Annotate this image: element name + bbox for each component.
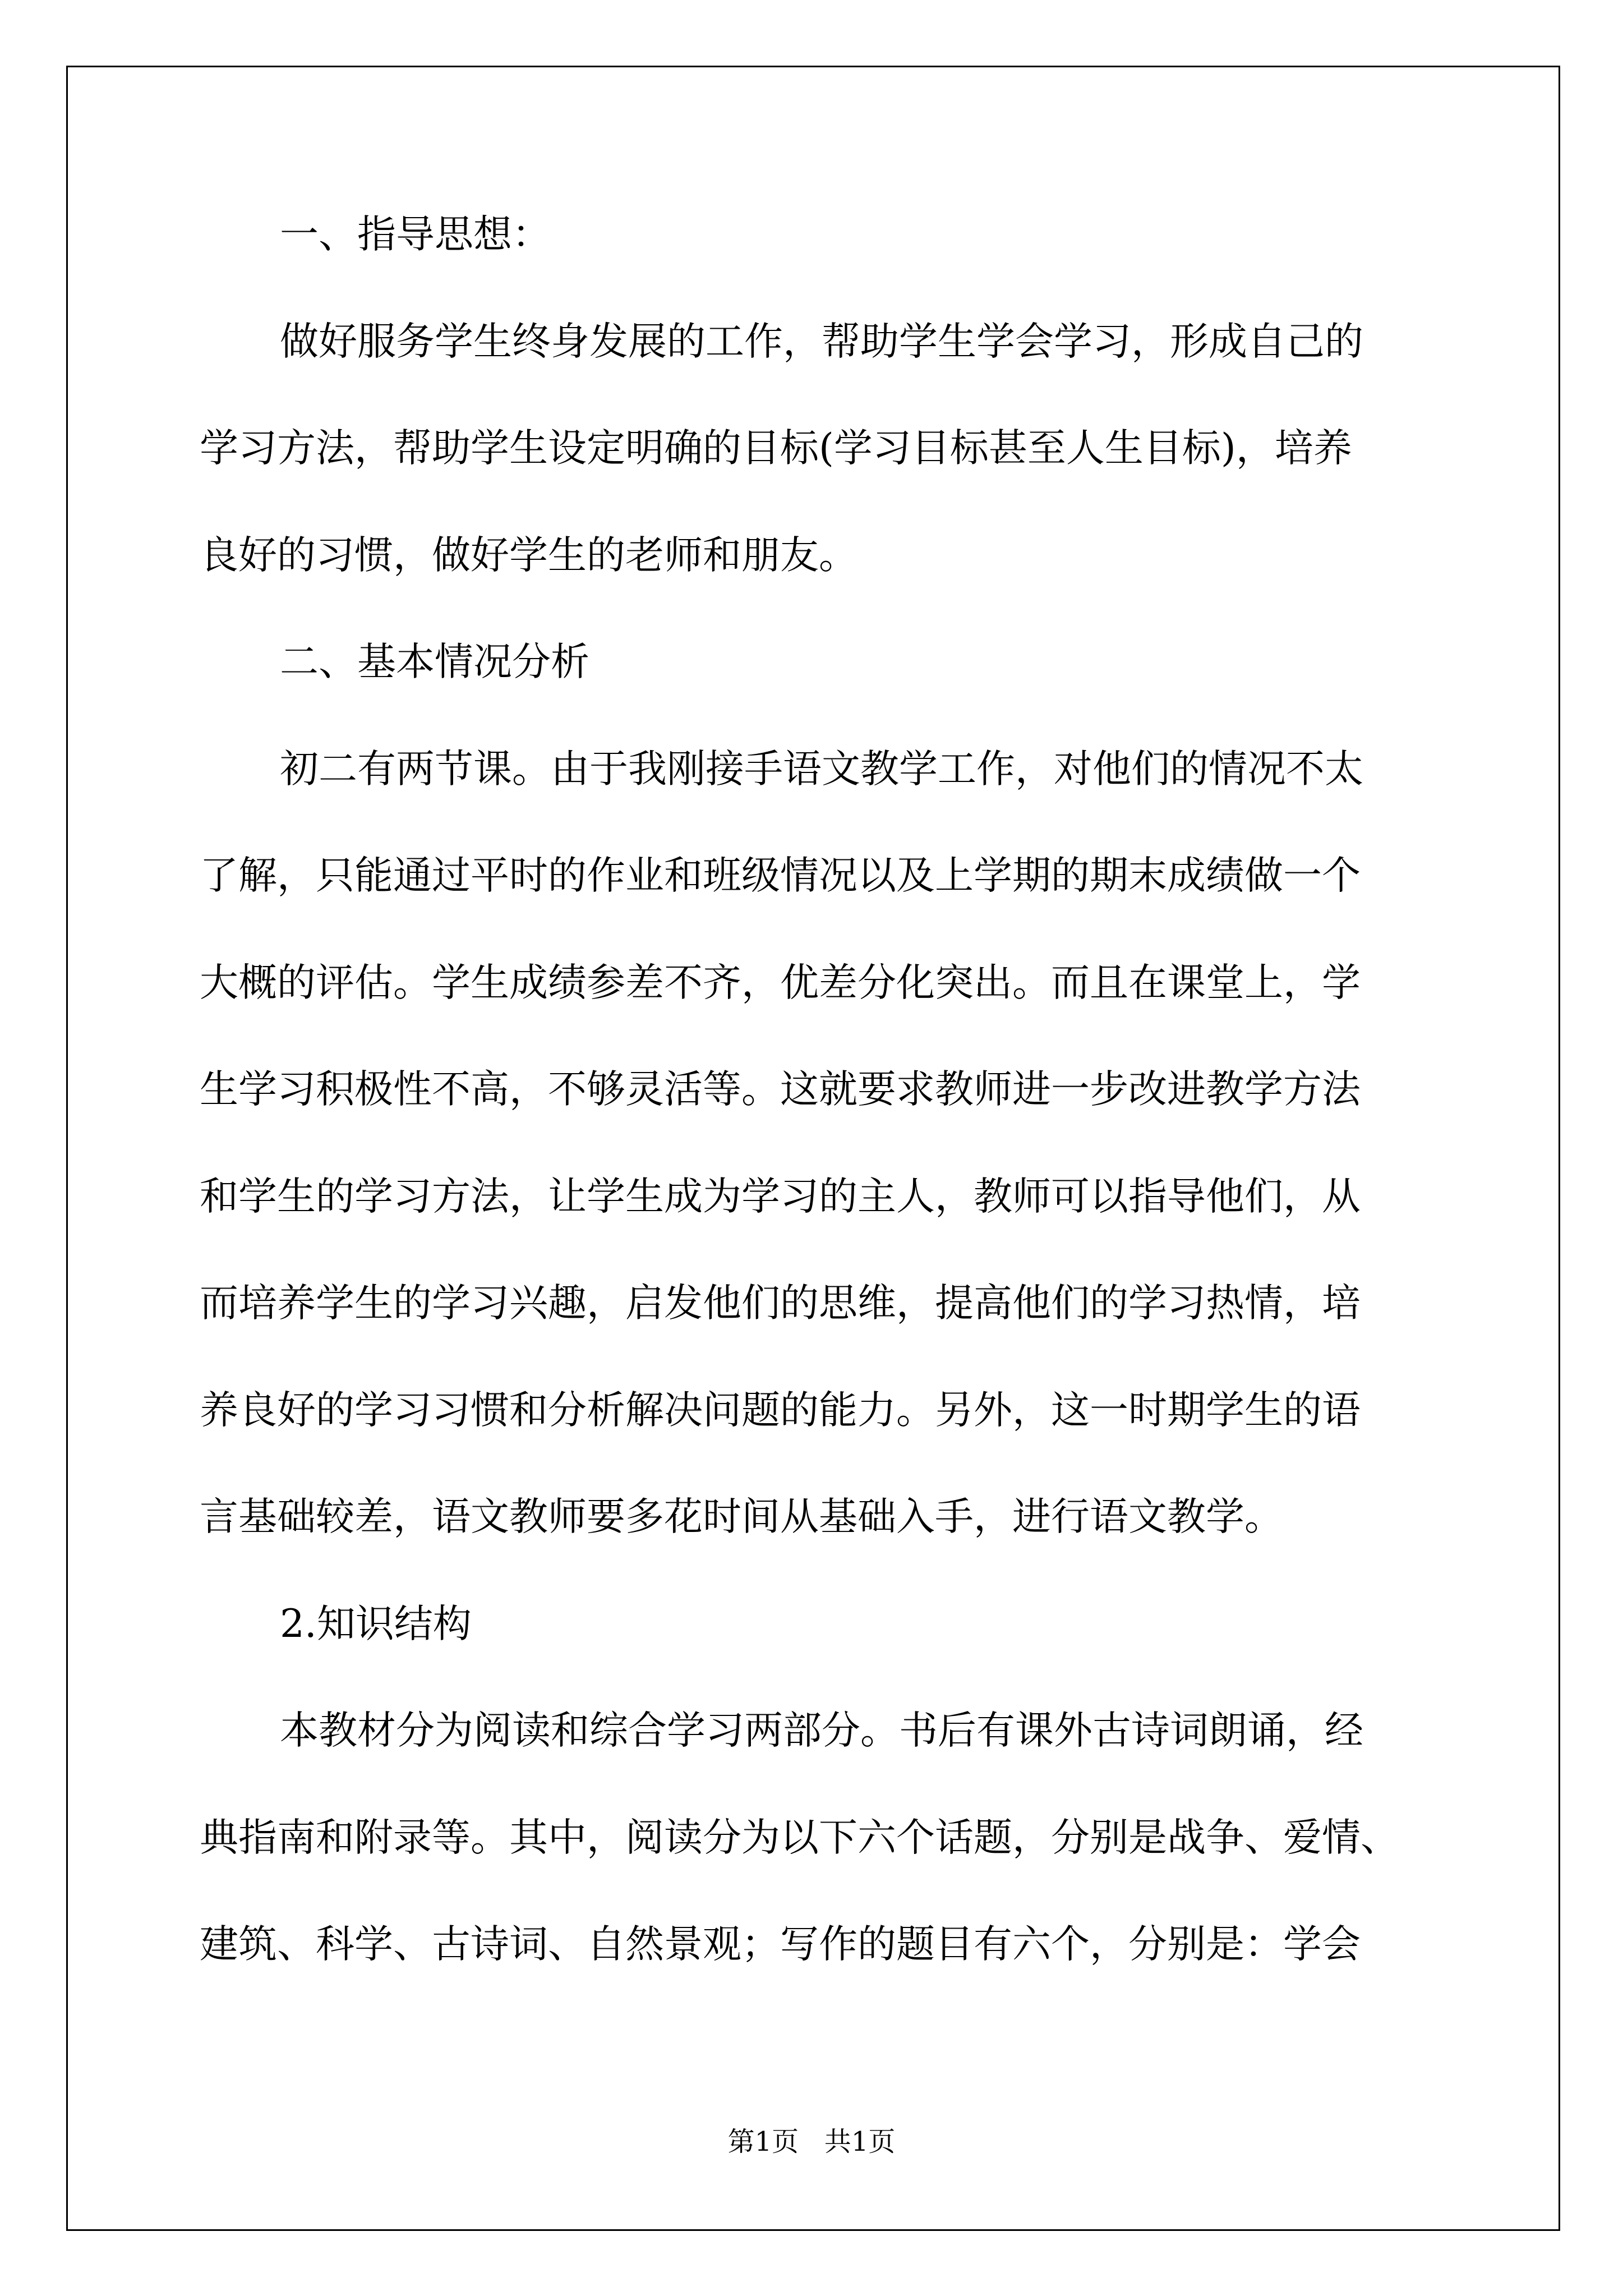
paragraph-line: 和学生的学习方法，让学生成为学习的主人，教师可以指导他们，从 bbox=[200, 1174, 1361, 1219]
page-border bbox=[66, 66, 1560, 2231]
paragraph-line: 而培养学生的学习兴趣，启发他们的思维，提高他们的学习热情，培 bbox=[200, 1281, 1361, 1326]
paragraph-line: 典指南和附录等。其中，阅读分为以下六个话题，分别是战争、爱情、 bbox=[200, 1815, 1399, 1860]
paragraph-line: 做好服务学生终身发展的工作，帮助学生学会学习，形成自己的 bbox=[280, 319, 1363, 364]
paragraph-line: 了解，只能通过平时的作业和班级情况以及上学期的期末成绩做一个 bbox=[200, 853, 1361, 898]
heading-situation-analysis: 二、基本情况分析 bbox=[280, 639, 589, 684]
paragraph-line: 言基础较差，语文教师要多花时间从基础入手，进行语文教学。 bbox=[200, 1494, 1283, 1539]
heading-knowledge-structure: 2.知识结构 bbox=[280, 1602, 472, 1646]
paragraph-line: 本教材分为阅读和综合学习两部分。书后有课外古诗词朗诵，经 bbox=[280, 1708, 1363, 1753]
heading-guiding-ideology: 一、指导思想： bbox=[280, 212, 551, 257]
paragraph-line: 生学习积极性不高，不够灵活等。这就要求教师进一步改进教学方法 bbox=[200, 1067, 1361, 1112]
paragraph-line: 养良好的学习习惯和分析解决问题的能力。另外，这一时期学生的语 bbox=[200, 1388, 1361, 1433]
paragraph-line: 建筑、科学、古诗词、自然景观；写作的题目有六个，分别是：学会 bbox=[200, 1922, 1361, 1967]
paragraph-line: 大概的评估。学生成绩参差不齐，优差分化突出。而且在课堂上，学 bbox=[200, 960, 1361, 1005]
page-number-footer: 第1页 共1页 bbox=[727, 2126, 896, 2157]
paragraph-line: 初二有两节课。由于我刚接手语文教学工作，对他们的情况不太 bbox=[280, 747, 1363, 792]
paragraph-line: 学习方法，帮助学生设定明确的目标(学习目标甚至人生目标)，培养 bbox=[200, 426, 1352, 471]
paragraph-line: 良好的习惯，做好学生的老师和朋友。 bbox=[200, 533, 857, 578]
